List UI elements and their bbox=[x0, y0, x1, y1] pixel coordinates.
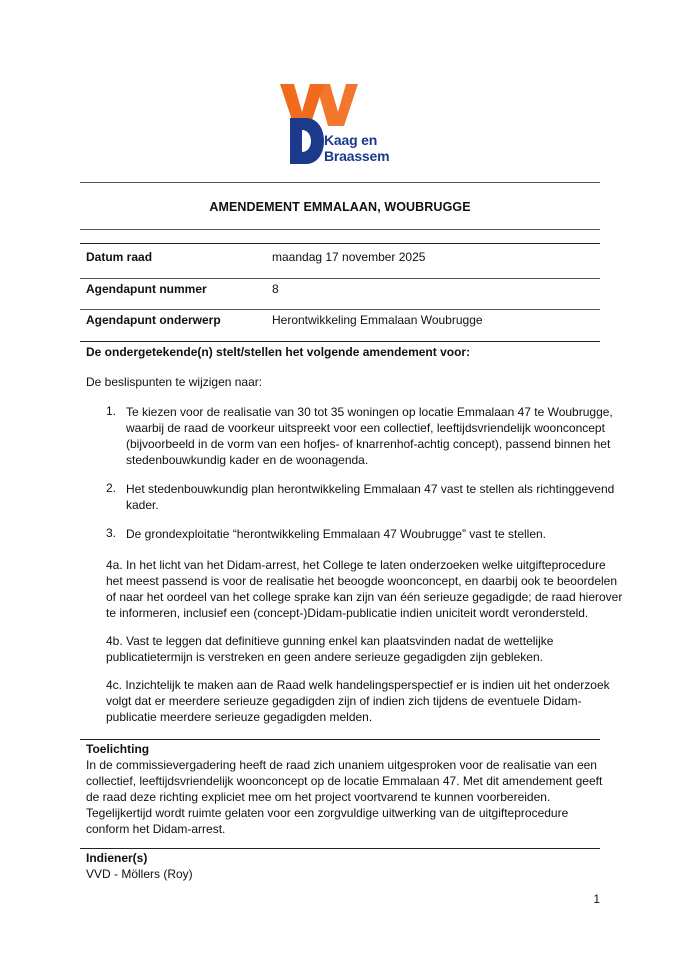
sub-item-4b bbox=[106, 633, 553, 665]
explanation-line: de raad deze richting expliciet mee om het project voortvarend te kunnen voorbereiden. bbox=[86, 790, 551, 804]
divider bbox=[80, 182, 600, 183]
item-line: volgt dat er meerdere serieuze gegadigden zijn of indien zich tijdens de eventuele Didam- bbox=[106, 694, 582, 708]
submitter-heading: Indiener(s) bbox=[86, 851, 148, 865]
intro-text: De beslispunten te wijzigen naar: bbox=[86, 375, 263, 389]
info-value-datum: maandag 17 november 2025 bbox=[272, 250, 426, 264]
info-label-onderwerp: Agendapunt onderwerp bbox=[86, 313, 221, 327]
item-number: 3. bbox=[106, 526, 117, 540]
sub-item-4a bbox=[106, 557, 622, 621]
divider bbox=[80, 229, 600, 230]
explanation-line: Tegelijkertijd wordt ruimte gelaten voor een zorgvuldige uitwerking van de uitgifteprocedure bbox=[86, 806, 569, 820]
item-line: 4c. Inzichtelijk te maken aan de Raad welk handelingsperspectief er is indien uit het onderzoek bbox=[106, 678, 610, 692]
list-item bbox=[126, 481, 614, 513]
logo-line-2: Braassem bbox=[324, 148, 390, 164]
item-line: waarbij de raad de voorkeur uitspreekt voor een collectief, leeftijdsvriendelijk woonconcept bbox=[126, 421, 605, 435]
table-border bbox=[80, 278, 600, 279]
item-number: 2. bbox=[106, 481, 117, 495]
info-label-agendapunt: Agendapunt nummer bbox=[86, 282, 207, 296]
item-number: 1. bbox=[106, 404, 117, 418]
logo-line-1: Kaag en bbox=[324, 132, 378, 148]
info-value-onderwerp: Herontwikkeling Emmalaan Woubrugge bbox=[272, 313, 483, 327]
explanation-line: In de commissievergadering heeft de raad zich unaniem uitgesproken voor de realisatie van een bbox=[86, 758, 597, 772]
table-border bbox=[80, 243, 600, 244]
item-line: De grondexploitatie “herontwikkeling Emmalaan 47 Woubrugge” vast te stellen. bbox=[126, 527, 547, 541]
explanation-heading: Toelichting bbox=[86, 742, 150, 756]
explanation-line: collectief, leeftijdsvriendelijk woonconcept op de locatie Emmalaan 47. Met dit amendement geeft bbox=[86, 774, 603, 788]
item-line: Te kiezen voor de realisatie van 30 tot 35 woningen op locatie Emmalaan 47 te Woubrugge, bbox=[126, 405, 613, 419]
section-divider bbox=[80, 848, 600, 849]
sub-item-4c bbox=[106, 677, 610, 725]
info-value-agendapunt: 8 bbox=[272, 282, 279, 296]
document-title: AMENDEMENT EMMALAAN, WOUBRUGGE bbox=[209, 200, 471, 214]
submitter-name: VVD - Möllers (Roy) bbox=[86, 867, 193, 881]
page-number: 1 bbox=[593, 892, 600, 906]
item-line: te informeren, inclusief een (concept-)Didam-publicatie indien uniciteit wordt verondersteld. bbox=[106, 606, 589, 620]
table-border bbox=[80, 341, 600, 342]
info-label-datum: Datum raad bbox=[86, 250, 153, 264]
list-item bbox=[126, 404, 613, 468]
item-line: kader. bbox=[126, 498, 159, 512]
list-item bbox=[126, 526, 546, 542]
item-line: publicatie meerdere serieuze gegadigden melden. bbox=[106, 710, 373, 724]
item-line: publicatietermijn is verstreken en geen andere serieuze gegadigden zijn gebleken. bbox=[106, 650, 543, 664]
table-border bbox=[80, 309, 600, 310]
item-line: 4a. In het licht van het Didam-arrest, het College te laten onderzoeken welke uitgifteprocedure bbox=[106, 558, 606, 572]
item-line: (bijvoorbeeld in de vorm van een hofjes- of knarrenhof-achtig concept), passend binnen het bbox=[126, 437, 611, 451]
item-line: het meest passend is voor de realisatie het beoogde woonconcept, en daarbij ook te beoordelen bbox=[106, 574, 618, 588]
item-line: of naar het oordeel van het college sprake kan zijn van één serieuze gegadigde; de raad hierover bbox=[106, 590, 623, 604]
item-line: Het stedenbouwkundig plan herontwikkeling Emmalaan 47 vast te stellen als richtinggevend bbox=[126, 482, 615, 496]
item-line: 4b. Vast te leggen dat definitieve gunning enkel kan plaatsvinden nadat de wettelijke bbox=[106, 634, 554, 648]
proposal-heading: De ondergetekende(n) stelt/stellen het volgende amendement voor: bbox=[86, 345, 471, 359]
section-divider bbox=[80, 739, 600, 740]
explanation-text bbox=[86, 757, 602, 837]
explanation-line: conform het Didam-arrest. bbox=[86, 822, 226, 836]
vvd-logo bbox=[272, 78, 402, 170]
item-line: stedenbouwkundig kader en de woonagenda. bbox=[126, 453, 369, 467]
